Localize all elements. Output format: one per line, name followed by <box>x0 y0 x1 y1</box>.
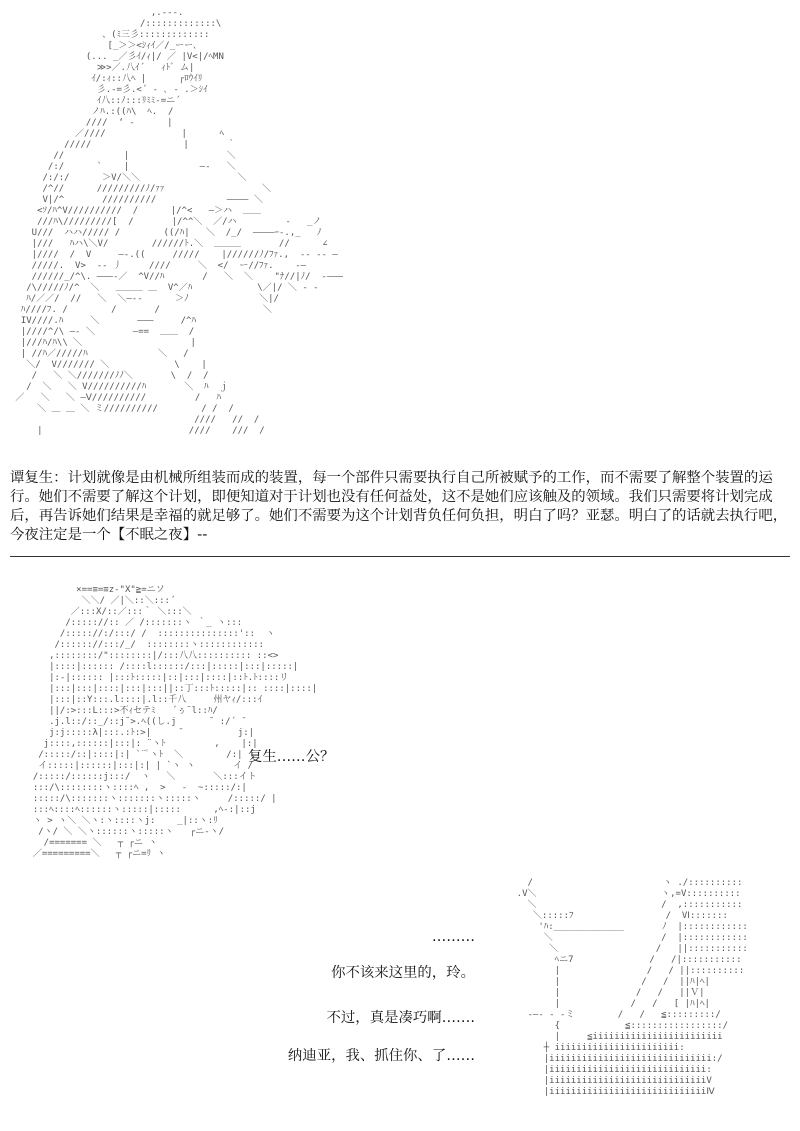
narration-text: 谭复生：计划就像是由机械所组装而成的装置，每一个部件只需要执行自己所被赋予的工作，而不需要了解整个装置的运行。她们不需要了解这个计划，即便知道对于计划也没有任何益处，这不是她们应该触及的领域。我们只需要将计划完成后，再告诉她们结果是幸福的就足够了。她们不需要为这个计划背负任何负担，明白了吗？亚瑟。明白了的话就去执行吧，今夜注定是一个【不眠之夜】-- <box>10 470 788 543</box>
panel-divider <box>10 556 790 557</box>
dialogue-line-4: 纳迪亚，我、抓住你、了…… <box>287 1048 475 1064</box>
ascii-art-character-portrait: ×==≡=≡z-"X"≧=ニソ ＼＼/ ／|＼::＼:::´ ／:::X/::／:::｀ ＼:::＼ /::::://:: ／ /:::::::ヽ ｀_ ヽ::: /::::://:/:::/ / :::::::::::::::':: ヽ /:::::://:::/_/ ::::::::ヽ:::::::::::: ,::::::::/"::::::::|/:::八八:::::::::: ::<> |::::|:::::: /::::l::::::/:::|:::::|:::|:::::| |:-|:::::: |:::ﾄ:::::|::|:::|::::|::ﾄ.ﾄ::::リ |:::|:::|::::|:::|:::||::丁:::ﾄ:::::|:: ::::|::::| |:::|::Y:::.l::::|.l::千八 州ヤｨ/:::ｲ ||/:>:::L:::>不ｨセテﾐ ´ぅ¨l::ﾊ/ .j.l::/::_/::j˘>.ﾍ((し.j ˘ :/´ ̄ j:j:::::λ|:::.:ﾄ:>| ¯ j:| j::::,::::::|:::|: ¨ヽﾄ , |:| /:::::/::|::::|:| `¨ﾟヽﾄ ＼ /:| イ:::::|::::::|:::|:| | `ヽ ヽ イ / /:::::/::::::j:::/ ヽ ＼ ＼:::イト :::/\::::::::ヽ::::ﾍ , > - ~:::::/:| :::::/\:::::::ヽ:::::::ヽ:::::ヽ /:::::/ | :::ﾍ::::ﾍ::::::ヽ:::::|::::: ,ﾍ-:|::j ヽ > ヽ＼ ＼ヽ:ヽ::::ヽj: _|::ヽ:ﾘ /ヽ/ ＼ ＼ヽ::::::ヽ:::::ヽ ┌ニ-ヽ/ /======= ＼ ┬ ┌ニ ヽ ／=========＼ ┬ ┌ニ=ﾘ ヽ <box>32 585 318 859</box>
dialogue-line-3: 不过，真是凑巧啊……. <box>326 1010 475 1026</box>
dialogue-line-1: ……… <box>431 929 475 945</box>
ascii-art-figure-reaching: ,.---. /:::::::::::::\ 、(ﾐ三彡::::::::::::: [_＞＞<ｼｨｲ／/_ーー、 (... _／彡ｲ/ｨ|/ ／ |V<|/ﾍMN ≫>／.八ｲ´ ｨﾄﾞ ム| ｲ/:ｨ::八ﾍ | ┌ﾛｳｲﾘ 彡.-=彡.<´ ‐ ､ ‐ .＞ｼｲ ｲ八::ﾉ:::ﾘﾐﾐ‐=ニ´ ノﾊ.:((ﾊ\ ﾍ. / //// ‘ ‐ | ／//// | ﾍ ///// | ｀ // | ＼ /:/ ` | ―‐ ＼ /:/:/ ＞V/＼＼ ＼ /^// /////////ﾉ/ｧｧ ＼ V|/^ ////////// ―――― ＼ <ｿ/ﾊ^V////////// / |/^< ―＞ハ ＿＿ ///ﾊ\/////////[ / |/^^＼ ／/ハ ‐ _ノ U/// ハハ///// / ((/ﾊ| ＼ /_/ ――――ｰ-.,_ ﾉ |/// ﾊハ\＼V/ //////ﾄ.＼ ＿＿＿ // ∠ |//// / V ―‐.(( ///// |//////ﾉ/ﾌｧ., ‐‐ ‐‐ ― /////. V> ‐‐ 丿 //// ＼ </ ー//ﾌｧ. ‐― //////_/^\. ―――‐／ ^V//ﾊ / ＼ ＼ "ﾅ//|ﾉ/ ‐――― /\/////ﾉ/^ ＼ ＿＿＿ ＿ V^／ﾊ \／|/ ＼ ‐ ‐ ﾊ/／／/ // ＼ ＼―‐‐ ＞ﾉ ＼|/ ﾊ////ﾌ. / / / ＼ IV////.ﾊ ＼ ――― /^ﾊ |////^/\ ―‐ ＼ ―== ＿＿ / |///ﾊ/ﾊ\\ ＼ | | //ﾊ／/////ﾊ ＼ / ＼/ V/////// ＼ \ | / ＼ ＼///////ﾉﾉ＼ \ / / / ＼ ＼ V//////////ﾊ ＼ ﾊ ｊ ／ ＼ ＼ ―Ⅴ////////// / ﾊ ＼ ＿ ＿ ＼ ミ////////// / / / //// // / | //// /// / <box>15 8 344 436</box>
dialogue-line-2: 你不该来这里的，玲。 <box>331 965 475 981</box>
dialogue-line: 复生……公？ <box>248 749 335 765</box>
ascii-art-figure-grasp: / ヽ ./:::::::::: .V＼ ヽ,=V:::::::::: ＼ / ,::::::::::: ＼:::::ﾌ / VⅠ::::::: 'ﾊ:_____________ ﾉ |:::::::::::: ＼ / |:::::::::::: ＼ / ||::::::::::: ﾍニ7 / /|::::::::::: | / / ||:::::::::: | / / ||ﾊ|ﾍ| | / / ||Ｖ| | / / [ |ﾊ|ﾍ| ‐―‐ ‐ ‐ミ / / ≦:::::::::/ { ≦:::::::::::::::::/ | ≦iiiiiiiiiiiiiiiiiiiiiiii ┼ iiiiiiiiiiiiiiiiiiiiiii: |iiiiiiiiiiiiiiiiiiiiiiiiiiiiii:/ |iiiiiiiiiiiiiiiiiiiiiiiiiiiii: |iiiiiiiiiiiiiiiiiiiiiiiiiiiiiV |iiiiiiiiiiiiiiiiiiiiiiiiiiiiiⅣ <box>516 878 748 1097</box>
